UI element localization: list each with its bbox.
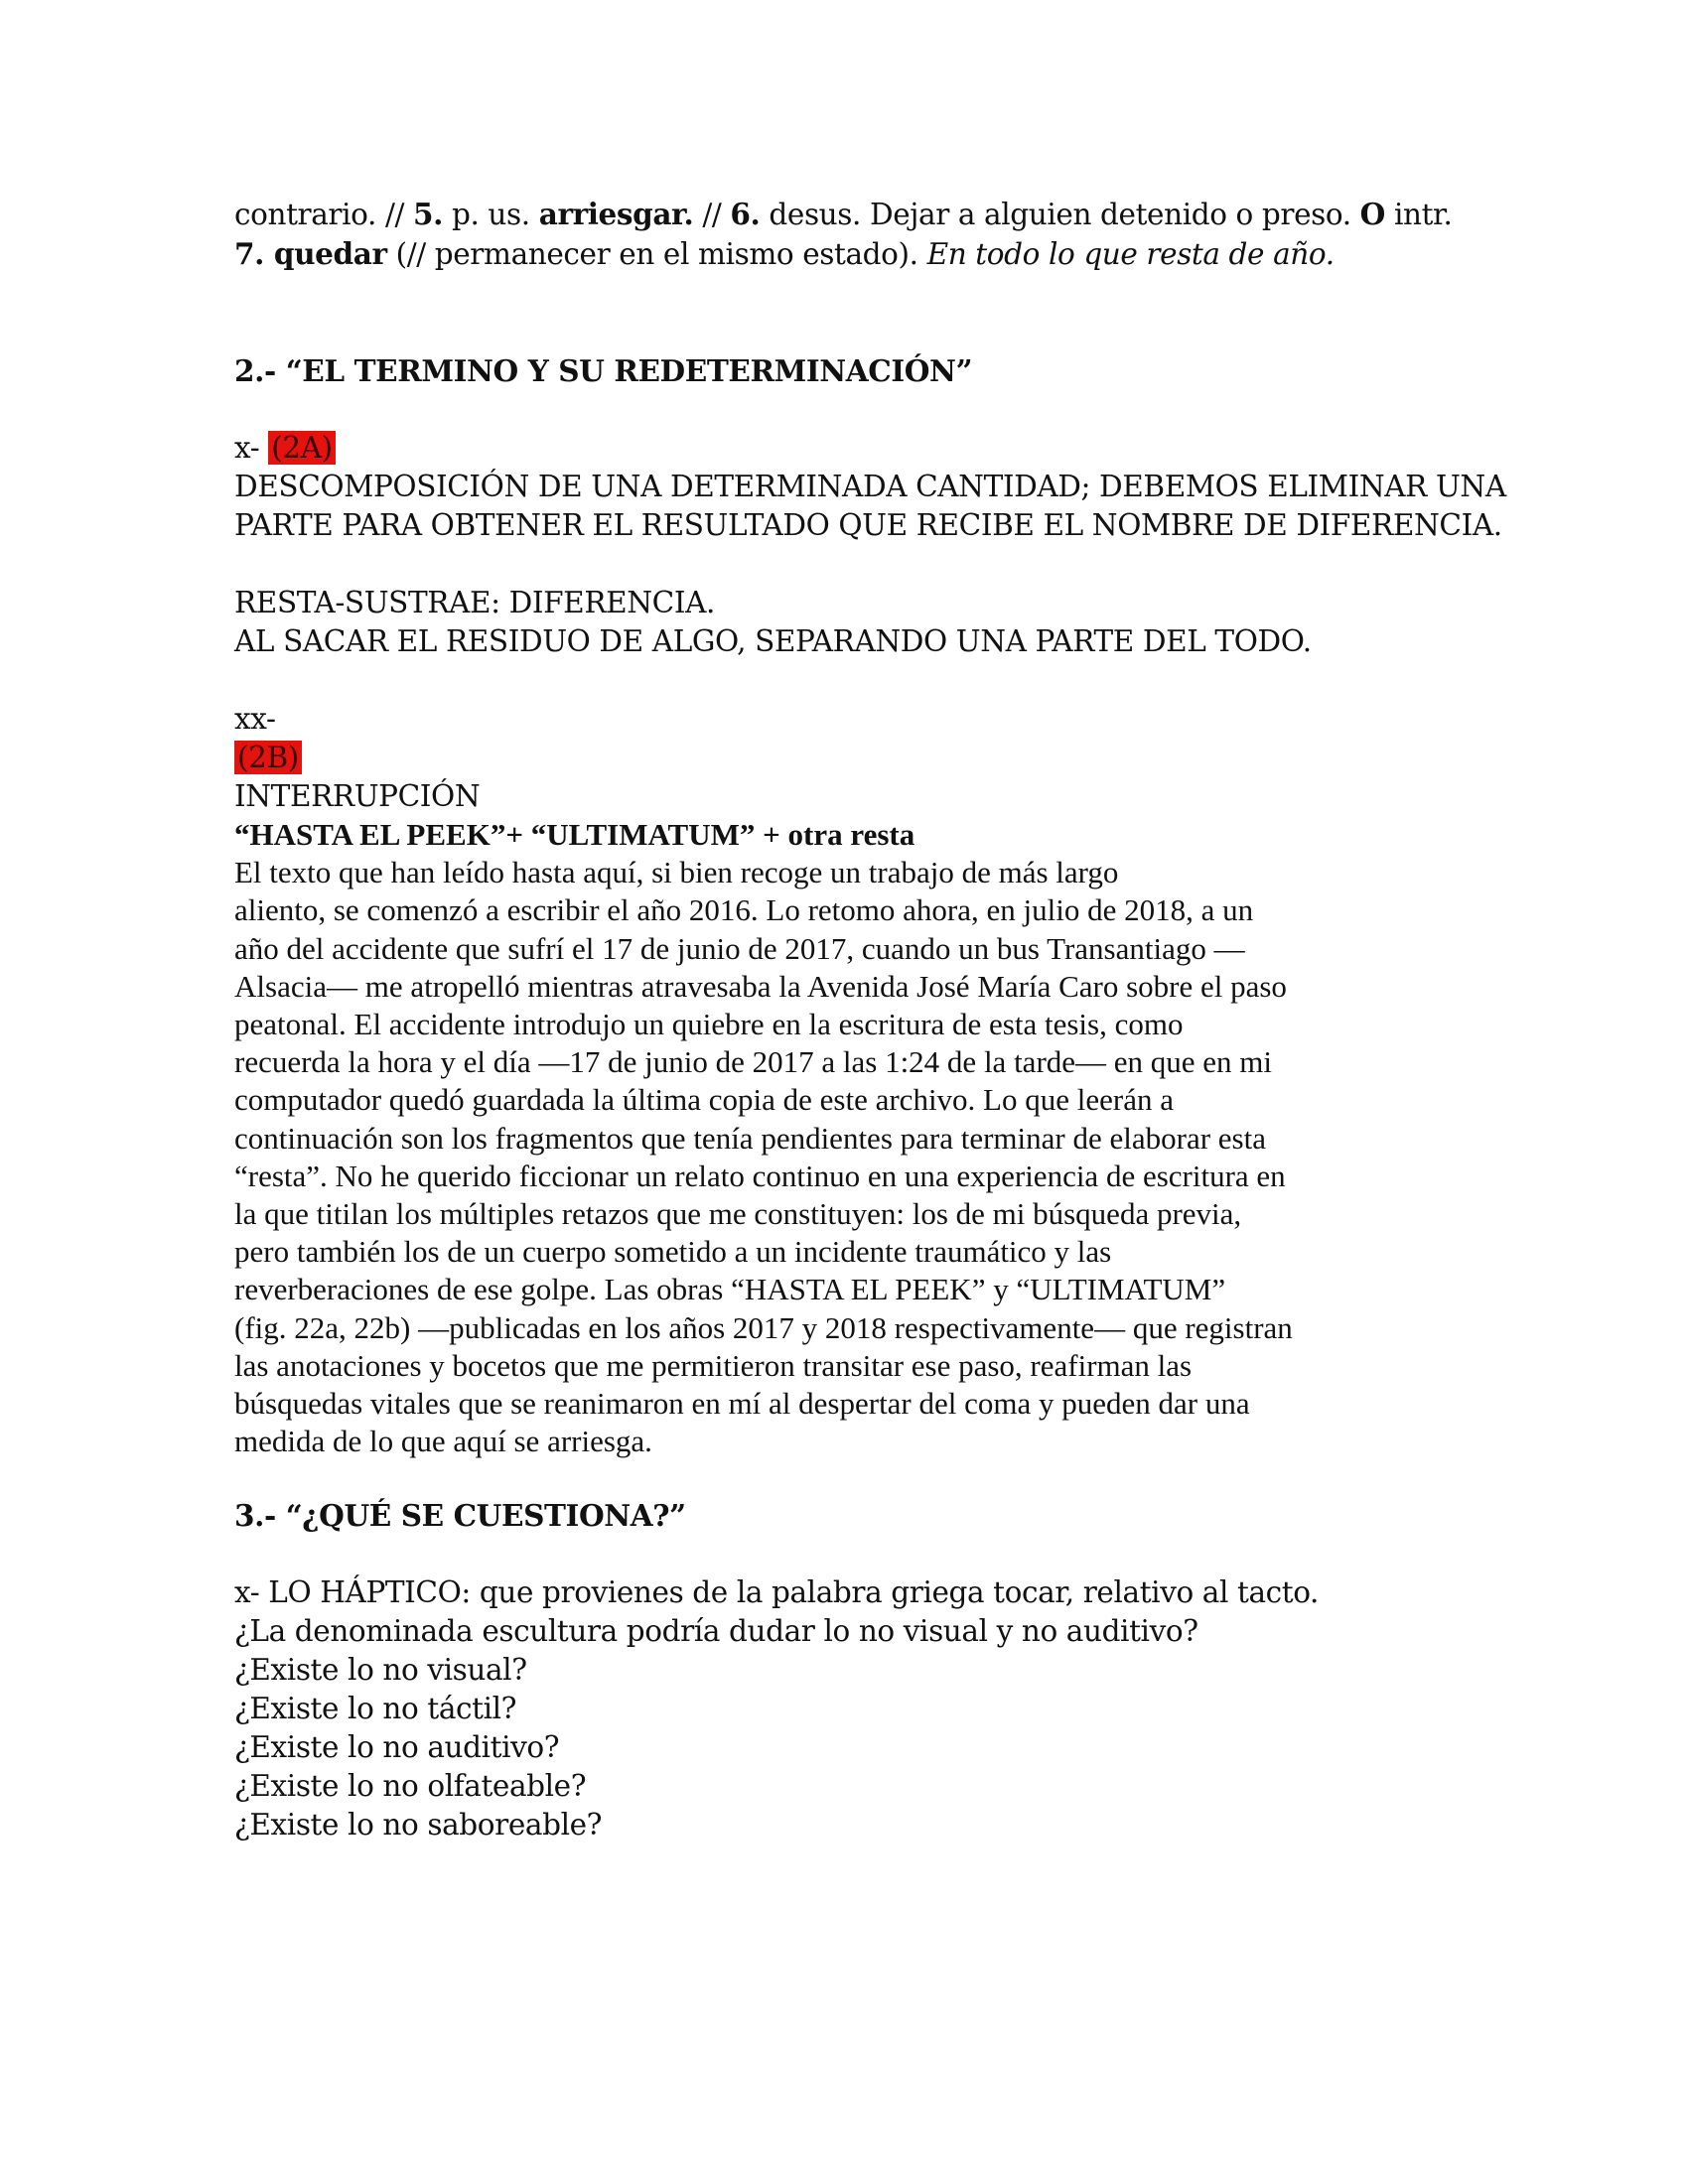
section-3-question: ¿Existe lo no saboreable? (234, 1808, 603, 1843)
paragraph-line: (fig. 22a, 22b) —publicadas en los años 2017 y 2018 respectivamente— que registran (234, 1309, 1293, 1345)
section-2b-prefix: xx- (234, 702, 276, 736)
intro-number-6: 6. (730, 197, 761, 231)
section-2b-label: INTERRUPCIÓN (234, 779, 481, 813)
intro-line-2 (234, 234, 1466, 274)
section-2a-marker (234, 429, 1466, 468)
section-2b (234, 700, 1466, 816)
section-3-question: ¿Existe lo no táctil? (234, 1692, 517, 1726)
section-2a-tag: (2A) (268, 431, 336, 465)
section-2a-line: AL SACAR EL RESIDUO DE ALGO, SEPARANDO UNA PARTE DEL TODO. (234, 624, 1312, 658)
section-2a-line: PARTE PARA OBTENER EL RESULTADO QUE RECIBE EL NOMBRE DE DIFERENCIA. (234, 508, 1502, 542)
intro-text: contrario. // (234, 198, 414, 231)
section-2b-paragraph (234, 854, 1466, 1460)
section-2b-body (234, 816, 1466, 1460)
section-2-heading: 2.- “EL TERMINO Y SU REDETERMINACIÓN” (234, 353, 973, 388)
paragraph-line: búsquedas vitales que se reanimaron en mí al despertar del coma y pueden dar una (234, 1386, 1250, 1422)
intro-block (234, 195, 1466, 274)
intro-text: desus. Dejar a alguien detenido o preso. (760, 198, 1360, 231)
paragraph-line: pero también los de un cuerpo sometido a un incidente traumático y las (234, 1234, 1112, 1270)
paragraph-line: computador quedó guardada la última copia de este archivo. Lo que leerán a (234, 1082, 1174, 1118)
paragraph-line: reverberaciones de ese golpe. Las obras “HASTA EL PEEK” y “ULTIMATUM” (234, 1272, 1226, 1307)
section-3-line: x- LO HÁPTICO: que provienes de la palabra griega tocar, relativo al tacto. (234, 1575, 1320, 1610)
section-2b-title: “HASTA EL PEEK”+ “ULTIMATUM” + otra resta (234, 817, 915, 852)
intro-symbol: O (1359, 197, 1385, 231)
paragraph-line: aliento, se comenzó a escribir el año 2016. Lo retomo ahora, en julio de 2018, a un (234, 892, 1254, 928)
paragraph-line: El texto que han leído hasta aquí, si bien recoge un trabajo de más largo (234, 855, 1119, 890)
intro-line-1 (234, 195, 1466, 234)
paragraph-line: medida de lo que aquí se arriesga. (234, 1424, 652, 1459)
intro-text: (// permanecer en el mismo estado). (386, 237, 927, 271)
paragraph-line: Alsacia— me atropelló mientras atravesaba la Avenida José María Caro sobre el paso (234, 968, 1287, 1004)
paragraph-line: las anotaciones y bocetos que me permitieron transitar ese paso, reafirman las (234, 1347, 1193, 1383)
intro-term-quedar: 7. quedar (234, 236, 387, 271)
section-2b-tag: (2B) (234, 741, 302, 774)
intro-text: intr. (1384, 198, 1453, 231)
paragraph-line: peatonal. El accidente introdujo un quiebre en la escritura de esta tesis, como (234, 1007, 1184, 1042)
paragraph-line: recuerda la hora y el día —17 de junio de 2017 a las 1:24 de la tarde— en que en mi (234, 1044, 1273, 1080)
paragraph-line: la que titilan los múltiples retazos que me constituyen: los de mi búsqueda previa, (234, 1196, 1242, 1232)
intro-text: // (693, 198, 731, 231)
paragraph-line: “resta”. No he querido ficcionar un relato continuo en una experiencia de escritura en (234, 1158, 1286, 1193)
intro-text: p. us. (443, 198, 539, 231)
section-3-question: ¿Existe lo no visual? (234, 1653, 527, 1688)
intro-term-arriesgar: arriesgar. (538, 197, 694, 231)
section-2a-line: DESCOMPOSICIÓN DE UNA DETERMINADA CANTIDAD; DEBEMOS ELIMINAR UNA (234, 470, 1506, 503)
section-2a-line: RESTA-SUSTRAE: DIFERENCIA. (234, 586, 715, 619)
section-3-question: ¿Existe lo no auditivo? (234, 1730, 560, 1765)
paragraph-line: año del accidente que sufrí el 17 de junio de 2017, cuando un bus Transantiago — (234, 930, 1245, 966)
intro-example: En todo lo que resta de año. (926, 237, 1335, 271)
paragraph-line: continuación son los fragmentos que tenía pendientes para terminar de elaborar esta (234, 1120, 1266, 1156)
section-3-question: ¿Existe lo no olfateable? (234, 1769, 587, 1804)
section-2a (234, 429, 1506, 661)
section-2a-prefix: x- (234, 431, 269, 465)
document-page (234, 195, 1506, 1844)
section-3-heading: 3.- “¿QUÉ SE CUESTIONA?” (234, 1498, 686, 1534)
section-3-list (234, 1573, 1466, 1844)
section-2b-marker (234, 739, 1466, 777)
intro-number-5: 5. (413, 197, 444, 231)
section-3-question: ¿La denominada escultura podría dudar lo no visual y no auditivo? (234, 1614, 1198, 1649)
